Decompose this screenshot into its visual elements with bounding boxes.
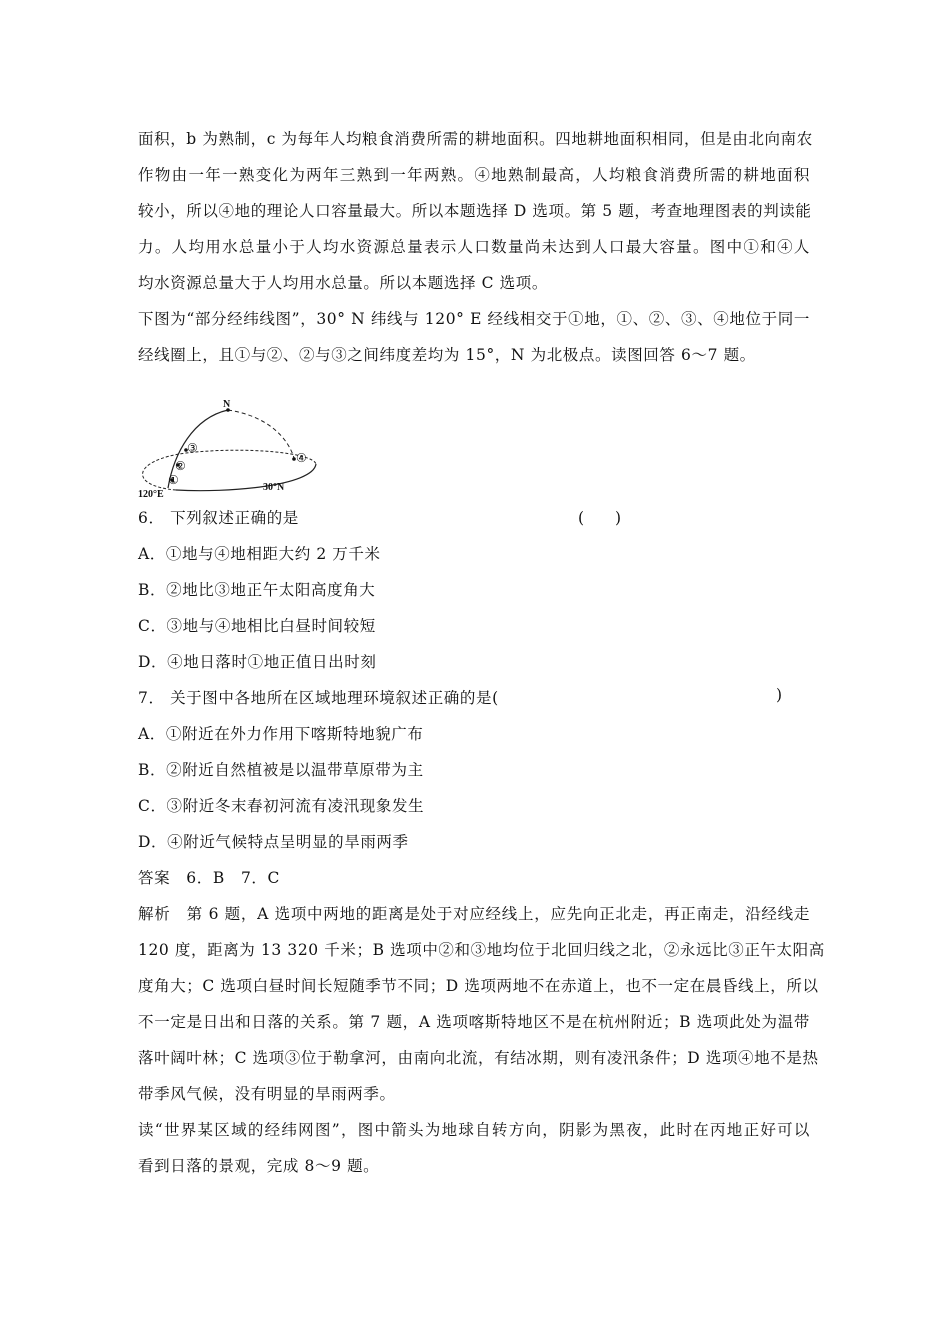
intro2-line-2: 经线圈上，且①与②、②与③之间纬度差均为 15°，N 为北极点。读图回答 6～7 题。 xyxy=(138,346,756,364)
q6-option-a: A．①地与④地相距大约 2 万千米 xyxy=(138,545,381,563)
lon-label: 120°E xyxy=(138,489,164,498)
point-2-label: ② xyxy=(175,459,186,473)
para1-line-4: 力。人均用水总量小于人均水资源总量表示人口数量尚未达到人口最大容量。图中①和④人 xyxy=(138,238,810,256)
lat-label: 30°N xyxy=(263,482,285,493)
q6-option-b: B．②地比③地正午太阳高度角大 xyxy=(138,581,376,599)
latitude-circle-front xyxy=(176,464,316,491)
pole-label: N xyxy=(223,399,231,410)
para1-line-1: 面积，b 为熟制，c 为每年人均粮食消费所需的耕地面积。四地耕地面积相同，但是由北向南农 xyxy=(138,130,813,148)
q7-option-b: B．②附近自然植被是以温带草原带为主 xyxy=(138,761,424,779)
q6-option-c: C．③地与④地相比白昼时间较短 xyxy=(138,617,376,635)
point-4-label: ④ xyxy=(296,451,307,465)
q7-option-d: D．④附近气候特点呈明显的旱雨两季 xyxy=(138,833,409,851)
q6-option-d: D．④地日落时①地正值日出时刻 xyxy=(138,653,377,671)
point-1-label: ① xyxy=(168,473,179,487)
q6-stem: 6． 下列叙述正确的是 xyxy=(138,509,299,527)
analysis-line-1: 解析 第 6 题，A 选项中两地的距离是处于对应经线上，应先向正北走，再正南走，沿经线走 xyxy=(138,905,810,923)
analysis-line-2: 120 度，距离为 13 320 千米；B 选项中②和③地均位于北回归线之北，②永远比③正午太阳高 xyxy=(138,941,825,959)
analysis-line-4: 不一定是日出和日落的关系。第 7 题，A 选项喀斯特地区不是在杭州附近；B 选项此处为温带 xyxy=(138,1013,810,1031)
analysis-line-3: 度角大；C 选项白昼时间长短随季节不同；D 选项两地不在赤道上，也不一定在晨昏线上，所以 xyxy=(138,977,819,995)
intro3-line-2: 看到日落的景观，完成 8～9 题。 xyxy=(138,1157,380,1175)
q7-option-a: A．①附近在外力作用下喀斯特地貌广布 xyxy=(138,725,424,743)
lat-lon-diagram xyxy=(138,398,328,498)
intro2-line-1: 下图为“部分经纬线图”，30° N 纬线与 120° E 经线相交于①地，①、②、③、④地位于同一 xyxy=(138,310,810,328)
analysis-line-5: 落叶阔叶林；C 选项③位于勒拿河，由南向北流，有结冰期，则有凌汛条件；D 选项④地不是热 xyxy=(138,1049,819,1067)
answer-line: 答案 6．B 7．C xyxy=(138,869,280,887)
para1-line-2: 作物由一年一熟变化为两年三熟到一年两熟。④地熟制最高，人均粮食消费所需的耕地面积 xyxy=(138,166,810,184)
para1-line-3: 较小，所以④地的理论人口容量最大。所以本题选择 D 选项。第 5 题，考查地理图表的判读能 xyxy=(138,202,812,220)
intro3-line-1: 读“世界某区域的经纬网图”，图中箭头为地球自转方向，阴影为黑夜，此时在丙地正好可以 xyxy=(138,1121,810,1139)
analysis-line-6: 带季风气候，没有明显的旱雨两季。 xyxy=(138,1085,396,1103)
q7-stem: 7． 关于图中各地所在区域地理环境叙述正确的是( xyxy=(138,689,499,707)
q7-answer-paren: ) xyxy=(776,686,783,704)
q6-answer-paren: ( ) xyxy=(578,509,622,527)
q7-option-c: C．③附近冬末春初河流有凌汛现象发生 xyxy=(138,797,425,815)
para1-line-5: 均水资源总量大于人均用水总量。所以本题选择 C 选项。 xyxy=(138,274,548,292)
point-3-label: ③ xyxy=(187,441,198,455)
